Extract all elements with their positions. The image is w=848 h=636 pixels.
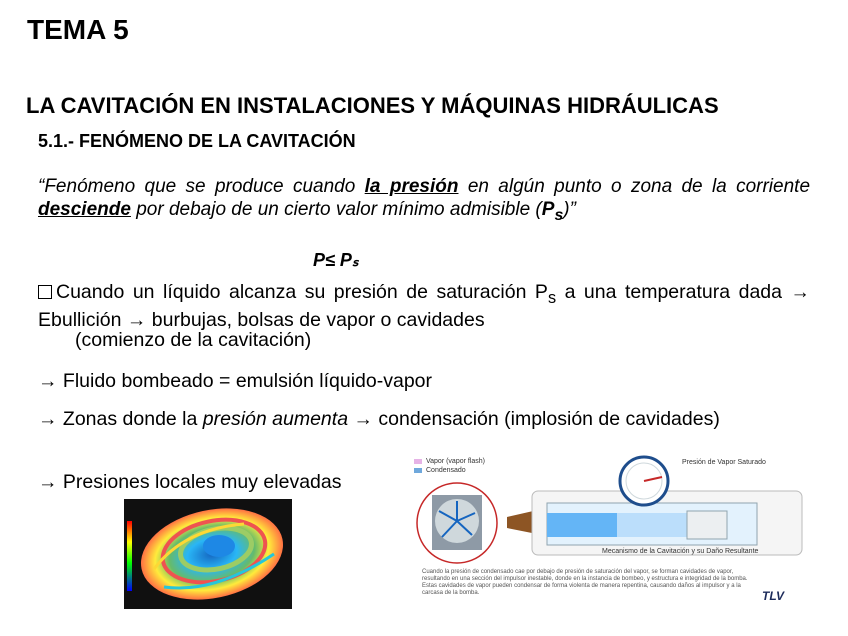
subsection-heading: 5.1.- FENÓMENO DE LA CAVITACIÓN (38, 131, 356, 151)
bullet-condensation (38, 408, 810, 430)
cfd-impeller-image (124, 499, 292, 609)
bullet-local-pressures: → Presiones locales muy elevadas (38, 471, 342, 493)
checkbox-bullet-icon (38, 285, 52, 299)
bullet3-text-a: → Zonas donde la (38, 408, 203, 430)
paragraph-saturation (38, 281, 810, 331)
page-title: TEMA 5 (27, 14, 129, 45)
quote-text-close: )” (563, 199, 576, 220)
paragraph-text-a: Cuando un líquido alcanza su presión de saturación P (56, 281, 548, 303)
bullet3-text-b: → condensación (implosión de cavidades) (348, 408, 720, 430)
bullet3-emphasis: presión aumenta (202, 408, 349, 430)
definition-quote (38, 175, 810, 227)
cfd-simulation-graphic (124, 499, 292, 609)
gauge-label: Presión de Vapor Saturado (682, 459, 766, 466)
quote-emphasis-desciende: desciende (38, 199, 131, 220)
tlv-logo: TLV (762, 589, 785, 603)
formula: P≤ Pₛ (313, 250, 359, 270)
paragraph-subscript: s (547, 288, 557, 307)
paragraph-indent-note: (comienzo de la cavitación) (75, 329, 312, 351)
legend-condensado: Condensado (426, 467, 466, 474)
section-heading: LA CAVITACIÓN EN INSTALACIONES Y MÁQUINAS HIDRÁULICAS (26, 93, 719, 118)
bullet-emulsion: → Fluido bombeado = emulsión líquido-vapor (38, 370, 433, 392)
quote-text-open: “Fenómeno que se produce cuando (38, 176, 365, 197)
quote-subscript: s (554, 206, 564, 224)
quote-text-mid1: en algún punto o zona de la corriente (458, 176, 811, 197)
figure-caption: Cuando la presión de condensado cae por debajo de presión de saturación del vapor, se forman cavidades de vapor, resultando en una sección del impulsor inestable, donde en la instancia de bombeo, y estructura e integridad de la bomba. Estas cavidades de vapor pueden condensar de forma violenta de manera repentina, causando daños al impulsor y a la carcasa de la bomba. (422, 569, 748, 596)
quote-emphasis-presion: la presión (364, 176, 459, 197)
legend-vapor: Vapor (vapor flash) (426, 458, 486, 465)
quote-text-mid2: por debajo de un cierto valor mínimo admisible ( (130, 199, 542, 220)
diagram-label: Mecanismo de la Cavitación y su Daño Resultante (602, 548, 759, 555)
quote-symbol: P (541, 199, 555, 220)
paragraph-text-b: a una temperatura dada → Ebullición → burbujas, bolsas de vapor o cavidades (38, 281, 810, 331)
cavitation-diagram (412, 455, 812, 605)
